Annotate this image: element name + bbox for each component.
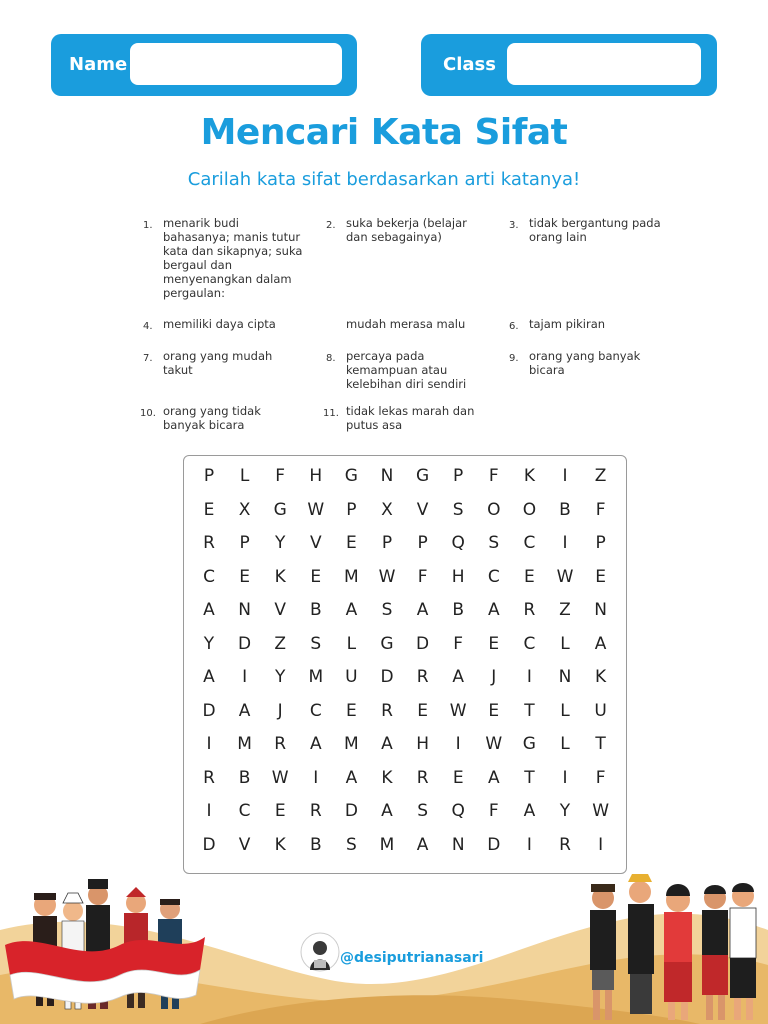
name-label: Name bbox=[69, 54, 128, 75]
grid-letter[interactable]: A bbox=[345, 767, 358, 788]
grid-letter[interactable]: A bbox=[416, 600, 429, 620]
grid-letter[interactable]: L bbox=[239, 466, 250, 486]
grid-letter[interactable]: H bbox=[309, 466, 323, 486]
grid-letter[interactable]: A bbox=[594, 633, 607, 654]
grid-letter[interactable]: T bbox=[524, 700, 535, 721]
grid-letter[interactable]: A bbox=[381, 801, 393, 821]
grid-letter[interactable]: G bbox=[416, 466, 430, 486]
clue-number: 4. bbox=[143, 321, 153, 332]
grid-letter[interactable]: F bbox=[488, 801, 499, 821]
grid-letter[interactable]: W bbox=[271, 767, 289, 788]
people-group-right-illustration bbox=[578, 870, 768, 1024]
grid-letter[interactable]: D bbox=[380, 667, 394, 687]
grid-letter[interactable]: Y bbox=[274, 533, 286, 553]
grid-letter[interactable]: U bbox=[345, 667, 358, 687]
grid-letter[interactable]: A bbox=[381, 734, 393, 754]
grid-letter[interactable]: L bbox=[346, 633, 357, 654]
clue-text: orang yang banyak bicara bbox=[529, 349, 641, 377]
clue-text: mudah merasa malu bbox=[346, 317, 466, 331]
grid-letter[interactable]: N bbox=[380, 466, 394, 486]
grid-letter[interactable]: L bbox=[560, 700, 570, 721]
grid-letter[interactable]: R bbox=[381, 700, 393, 721]
grid-letter[interactable]: U bbox=[594, 700, 607, 721]
grid-letter[interactable]: L bbox=[560, 734, 570, 754]
grid-letter[interactable]: P bbox=[239, 533, 250, 553]
grid-letter[interactable]: E bbox=[310, 566, 322, 587]
clue-text: orang yang mudah takut bbox=[163, 349, 273, 377]
grid-letter[interactable]: A bbox=[309, 734, 322, 754]
grid-letter[interactable]: E bbox=[524, 566, 535, 587]
grid-letter[interactable]: F bbox=[595, 499, 606, 520]
grid-letter[interactable]: X bbox=[381, 499, 393, 520]
grid-letter[interactable]: A bbox=[523, 801, 536, 821]
grid-letter[interactable]: Q bbox=[451, 801, 465, 821]
author-handle: @desiputrianasari bbox=[340, 950, 484, 966]
grid-letter[interactable]: F bbox=[453, 633, 464, 654]
grid-letter[interactable]: B bbox=[309, 600, 322, 620]
grid-letter[interactable]: P bbox=[203, 466, 215, 486]
grid-letter[interactable]: I bbox=[242, 667, 248, 687]
grid-letter[interactable]: I bbox=[206, 734, 212, 754]
clue-text: memiliki daya cipta bbox=[163, 317, 276, 331]
grid-letter[interactable]: E bbox=[203, 499, 215, 520]
grid-letter[interactable]: P bbox=[453, 466, 464, 486]
grid-letter[interactable]: V bbox=[416, 499, 429, 520]
grid-letter[interactable]: Z bbox=[594, 466, 607, 486]
grid-letter[interactable]: Y bbox=[274, 667, 286, 687]
grid-letter[interactable]: M bbox=[344, 734, 359, 754]
name-field-box bbox=[51, 34, 357, 96]
grid-letter[interactable]: E bbox=[417, 700, 428, 721]
grid-letter[interactable]: E bbox=[274, 801, 286, 821]
grid-letter[interactable]: K bbox=[523, 466, 535, 486]
grid-letter[interactable]: W bbox=[592, 801, 609, 821]
grid-letter[interactable]: C bbox=[238, 801, 251, 821]
grid-letter[interactable]: E bbox=[346, 700, 357, 721]
grid-letter[interactable]: A bbox=[238, 700, 251, 721]
clue-number: 6. bbox=[509, 321, 519, 332]
grid-letter[interactable]: A bbox=[452, 667, 464, 687]
grid-letter[interactable]: E bbox=[488, 633, 500, 654]
grid-letter[interactable]: I bbox=[562, 466, 568, 486]
grid-letter[interactable]: D bbox=[416, 633, 430, 654]
grid-letter[interactable]: I bbox=[313, 767, 319, 788]
grid-letter[interactable]: G bbox=[344, 466, 358, 486]
grid-letter[interactable]: H bbox=[416, 734, 429, 754]
grid-letter[interactable]: M bbox=[379, 834, 395, 855]
clue-text: tidak lekas marah dan putus asa bbox=[346, 404, 475, 432]
grid-letter[interactable]: I bbox=[562, 767, 568, 788]
grid-letter[interactable]: R bbox=[203, 767, 215, 788]
clue-text: orang yang tidak banyak bicara bbox=[163, 404, 261, 432]
grid-letter[interactable]: B bbox=[452, 600, 465, 620]
grid-letter[interactable]: I bbox=[598, 834, 604, 855]
grid-letter[interactable]: D bbox=[344, 801, 358, 821]
grid-letter[interactable]: J bbox=[277, 700, 283, 721]
grid-letter[interactable]: I bbox=[206, 801, 212, 821]
grid-letter[interactable]: I bbox=[526, 667, 532, 687]
grid-letter[interactable]: T bbox=[595, 734, 606, 754]
grid-letter[interactable]: W bbox=[485, 734, 503, 754]
name-input[interactable] bbox=[130, 43, 342, 85]
grid-letter[interactable]: P bbox=[381, 533, 393, 553]
grid-letter[interactable]: N bbox=[451, 834, 465, 855]
grid-letter[interactable]: V bbox=[309, 533, 322, 553]
grid-letter[interactable]: C bbox=[523, 633, 536, 654]
grid-letter[interactable]: M bbox=[237, 734, 252, 754]
grid-letter[interactable]: R bbox=[416, 667, 429, 687]
grid-letter[interactable]: V bbox=[274, 600, 286, 620]
grid-letter[interactable]: G bbox=[273, 499, 287, 520]
grid-letter[interactable]: R bbox=[274, 734, 287, 754]
grid-letter[interactable]: M bbox=[344, 566, 359, 587]
grid-letter[interactable]: F bbox=[595, 767, 606, 788]
grid-letter[interactable]: T bbox=[524, 767, 535, 788]
grid-letter[interactable]: C bbox=[523, 533, 536, 553]
grid-letter[interactable]: S bbox=[381, 600, 393, 620]
grid-letter[interactable]: X bbox=[238, 499, 251, 520]
grid-letter[interactable]: A bbox=[416, 834, 429, 855]
grid-letter[interactable]: B bbox=[238, 767, 251, 788]
page-subtitle: Carilah kata sifat berdasarkan arti katanya! bbox=[187, 169, 581, 190]
grid-letter[interactable]: Y bbox=[559, 801, 571, 821]
grid-letter[interactable]: W bbox=[307, 499, 325, 520]
class-label: Class bbox=[443, 54, 496, 75]
class-field-box bbox=[421, 34, 717, 96]
grid-letter[interactable]: R bbox=[416, 767, 429, 788]
grid-letter[interactable]: N bbox=[558, 667, 572, 687]
grid-letter[interactable]: A bbox=[345, 600, 358, 620]
grid-letter[interactable]: A bbox=[487, 600, 500, 620]
grid-letter[interactable]: M bbox=[308, 667, 324, 687]
grid-letter[interactable]: K bbox=[381, 767, 393, 788]
grid-letter[interactable]: H bbox=[451, 566, 465, 587]
grid-letter[interactable]: P bbox=[595, 533, 606, 553]
clue-number: 8. bbox=[326, 353, 336, 364]
grid-letter[interactable]: A bbox=[203, 600, 215, 620]
grid-letter[interactable]: Z bbox=[274, 633, 287, 654]
grid-letter[interactable]: J bbox=[491, 667, 497, 687]
grid-letter[interactable]: E bbox=[488, 700, 500, 721]
clue-number: 1. bbox=[143, 220, 153, 231]
grid-letter[interactable]: I bbox=[526, 834, 532, 855]
grid-letter[interactable]: W bbox=[449, 700, 467, 721]
grid-letter[interactable]: R bbox=[309, 801, 322, 821]
grid-letter[interactable]: R bbox=[523, 600, 536, 620]
grid-letter[interactable]: P bbox=[346, 499, 357, 520]
grid-letter[interactable]: S bbox=[345, 834, 357, 855]
clue-number: 9. bbox=[509, 353, 519, 364]
grid-letter[interactable]: S bbox=[310, 633, 322, 654]
grid-letter[interactable]: B bbox=[309, 834, 322, 855]
grid-letter[interactable]: F bbox=[488, 466, 499, 486]
grid-letter[interactable]: I bbox=[562, 533, 568, 553]
grid-letter[interactable]: I bbox=[455, 734, 461, 754]
grid-letter[interactable]: G bbox=[380, 633, 394, 654]
grid-letter[interactable]: B bbox=[559, 499, 571, 520]
clue-text: suka bekerja (belajar dan sebagainya) bbox=[346, 216, 467, 244]
clue-text: tajam pikiran bbox=[529, 317, 606, 331]
class-input[interactable] bbox=[507, 43, 701, 85]
clue-number: 11. bbox=[323, 408, 339, 419]
grid-letter[interactable]: S bbox=[488, 533, 500, 553]
grid-letter[interactable]: A bbox=[203, 667, 215, 687]
grid-letter[interactable]: Z bbox=[559, 600, 571, 620]
clue-text: percaya pada kemampuan atau kelebihan diri sendiri bbox=[346, 349, 467, 391]
word-search-grid bbox=[183, 455, 627, 874]
author-avatar-icon bbox=[300, 930, 340, 974]
grid-letter[interactable]: O bbox=[487, 499, 501, 520]
grid-letter[interactable]: D bbox=[202, 700, 216, 721]
grid-letter[interactable]: C bbox=[487, 566, 500, 587]
grid-letter[interactable]: D bbox=[487, 834, 501, 855]
clue-number: 7. bbox=[143, 353, 153, 364]
grid-letter[interactable]: E bbox=[346, 533, 357, 553]
grid-letter[interactable]: E bbox=[452, 767, 464, 788]
grid-letter[interactable]: R bbox=[559, 834, 571, 855]
grid-letter[interactable]: Y bbox=[203, 633, 215, 654]
grid-letter[interactable]: S bbox=[417, 801, 428, 821]
grid-letter[interactable]: S bbox=[452, 499, 464, 520]
grid-letter[interactable]: E bbox=[239, 566, 250, 587]
grid-letter[interactable]: W bbox=[556, 566, 574, 587]
grid-letter[interactable]: K bbox=[595, 667, 607, 687]
grid-letter[interactable]: P bbox=[417, 533, 428, 553]
grid-letter[interactable]: L bbox=[560, 633, 570, 654]
clue-number: 2. bbox=[326, 220, 336, 231]
grid-letter[interactable]: K bbox=[274, 834, 286, 855]
page-title: Mencari Kata Sifat bbox=[200, 112, 568, 153]
clue-number: 10. bbox=[140, 408, 156, 419]
clue-text: tidak bergantung pada orang lain bbox=[529, 216, 661, 244]
grid-letter[interactable]: V bbox=[238, 834, 251, 855]
grid-letter[interactable]: C bbox=[203, 566, 215, 587]
grid-letter[interactable]: W bbox=[378, 566, 396, 587]
grid-letter[interactable]: C bbox=[309, 700, 322, 721]
grid-letter[interactable]: N bbox=[594, 600, 607, 620]
grid-letter[interactable]: F bbox=[417, 566, 428, 587]
grid-letter[interactable]: A bbox=[487, 767, 500, 788]
grid-letter[interactable]: K bbox=[274, 566, 286, 587]
grid-letter[interactable]: O bbox=[522, 499, 537, 520]
people-group-left-illustration bbox=[0, 875, 210, 1024]
grid-letter[interactable]: E bbox=[595, 566, 606, 587]
grid-letter[interactable]: F bbox=[275, 466, 286, 486]
clue-number: 3. bbox=[509, 220, 519, 231]
grid-letter[interactable]: G bbox=[522, 734, 536, 754]
grid-letter[interactable]: N bbox=[238, 600, 251, 620]
grid-letter[interactable]: Q bbox=[451, 533, 465, 553]
clue-text: menarik budi bahasanya; manis tutur kata dan sikapnya; suka bergaul dan menyenangkan dalam pergaulan: bbox=[163, 216, 303, 300]
grid-letter[interactable]: D bbox=[202, 834, 216, 855]
grid-letter[interactable]: R bbox=[203, 533, 215, 553]
grid-letter[interactable]: D bbox=[238, 633, 252, 654]
